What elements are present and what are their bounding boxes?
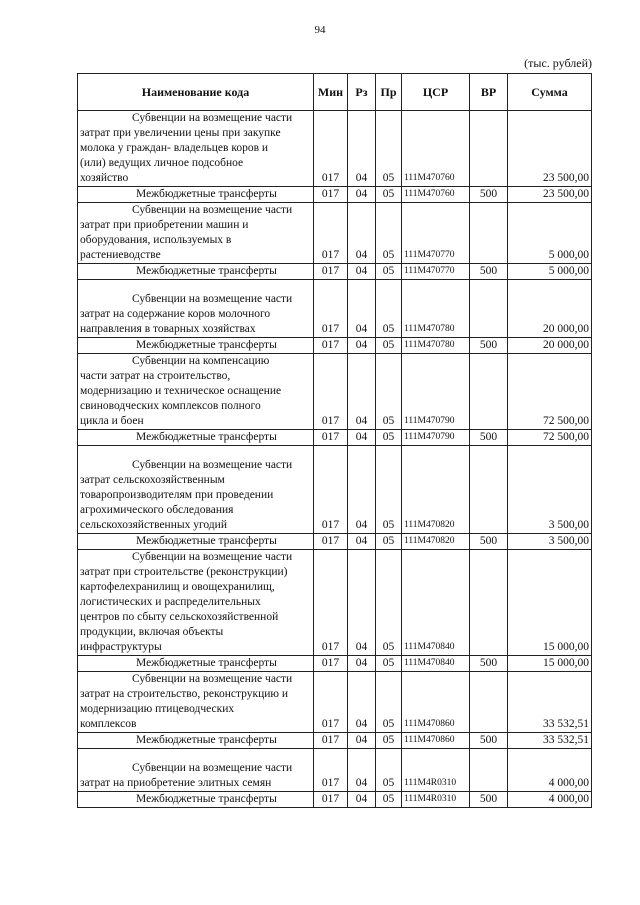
table-row-subvention [78,446,592,534]
cell-vr: 500 [470,733,508,749]
cell-rz: 04 [348,264,376,280]
header-sum: Сумма [508,74,592,111]
cell-rz: 04 [348,792,376,808]
cell-min: 017 [314,749,348,792]
cell-vr [470,446,508,534]
name-line: модернизацию и техническое оснащение [80,385,282,397]
name-line: Субвенции на возмещение части [132,459,293,471]
cell-rz: 04 [348,354,376,430]
cell-pr: 05 [376,264,402,280]
name-line: затрат сельскохозяйственным [80,474,225,486]
name-line: Межбюджетные трансферты [136,188,277,200]
cell-pr: 05 [376,280,402,338]
cell-min: 017 [314,430,348,446]
name-line: (или) ведущих личное подсобное [80,157,244,169]
header-pr: Пр [376,74,402,111]
table-row-transfer [78,534,592,550]
name-line: растениеводстве [80,249,161,261]
cell-sum: 20 000,00 [508,338,592,354]
cell-sum: 4 000,00 [508,792,592,808]
name-line: Межбюджетные трансферты [136,431,277,443]
name-line: агрохимического обследования [80,504,234,516]
cell-vr [470,550,508,656]
cell-sum: 72 500,00 [508,354,592,430]
units-label: (тыс. рублей) [524,56,592,70]
table-row-subvention [78,280,592,338]
cell-min: 017 [314,354,348,430]
cell-min: 017 [314,280,348,338]
cell-pr: 05 [376,338,402,354]
cell-sum: 23 500,00 [508,187,592,203]
cell-pr: 05 [376,111,402,187]
cell-min: 017 [314,534,348,550]
cell-pr: 05 [376,203,402,264]
cell-min: 017 [314,446,348,534]
cell-pr: 05 [376,672,402,733]
name-line: хозяйство [80,172,129,184]
cell-name [78,264,314,280]
name-line: Субвенции на компенсацию [132,355,270,367]
name-line: свиноводческих комплексов полного [80,400,261,412]
cell-sum: 20 000,00 [508,280,592,338]
name-line: Субвенции на возмещение части [132,673,293,685]
cell-name [78,792,314,808]
name-line: направления в товарных хозяйствах [80,323,256,335]
name-line: продукции, включая объекты [80,626,224,638]
name-line: Межбюджетные трансферты [136,339,277,351]
name-line: Межбюджетные трансферты [136,535,277,547]
cell-name [78,354,314,430]
header-name: Наименование кода [78,74,314,111]
cell-min: 017 [314,672,348,733]
cell-pr: 05 [376,446,402,534]
table-row-subvention [78,749,592,792]
cell-vr: 500 [470,656,508,672]
cell-min: 017 [314,792,348,808]
cell-name [78,446,314,534]
cell-csr: 111М470760 [402,111,470,187]
cell-pr: 05 [376,749,402,792]
name-line: Субвенции на возмещение части [132,204,293,216]
cell-rz: 04 [348,550,376,656]
table-row-subvention [78,354,592,430]
cell-vr: 500 [470,187,508,203]
name-line: Субвенции на возмещение части [132,762,293,774]
name-line: сельскохозяйственных угодий [80,519,227,531]
name-line: Межбюджетные трансферты [136,734,277,746]
name-line: части затрат на строительство, [80,370,231,382]
cell-csr: 111М470860 [402,672,470,733]
cell-pr: 05 [376,550,402,656]
table-row-transfer [78,656,592,672]
name-line: центров по сбыту сельскохозяйственной [80,611,279,623]
cell-name [78,534,314,550]
cell-csr: 111М470760 [402,187,470,203]
cell-vr: 500 [470,534,508,550]
header-row [78,74,592,111]
cell-vr [470,672,508,733]
table-row-transfer [78,733,592,749]
cell-name [78,656,314,672]
table-row-subvention [78,203,592,264]
cell-rz: 04 [348,280,376,338]
cell-csr: 111М470840 [402,656,470,672]
cell-name [78,111,314,187]
cell-pr: 05 [376,733,402,749]
name-line: затрат при увеличении цены при закупке [80,127,281,139]
cell-sum: 33 532,51 [508,733,592,749]
cell-rz: 04 [348,656,376,672]
cell-min: 017 [314,203,348,264]
cell-pr: 05 [376,792,402,808]
cell-vr: 500 [470,430,508,446]
table-row-subvention [78,672,592,733]
cell-name [78,749,314,792]
cell-name [78,187,314,203]
table-row-transfer [78,264,592,280]
cell-name [78,338,314,354]
name-line: затрат на приобретение элитных семян [80,777,272,789]
name-line: оборудования, используемых в [80,234,232,246]
cell-rz: 04 [348,111,376,187]
cell-rz: 04 [348,430,376,446]
cell-rz: 04 [348,187,376,203]
table-row-transfer [78,187,592,203]
cell-vr: 500 [470,792,508,808]
cell-rz: 04 [348,203,376,264]
cell-min: 017 [314,338,348,354]
cell-sum: 33 532,51 [508,672,592,733]
cell-rz: 04 [348,672,376,733]
name-line: затрат на содержание коров молочного [80,308,271,320]
cell-csr: 111М470820 [402,534,470,550]
cell-csr: 111М470840 [402,550,470,656]
cell-sum: 23 500,00 [508,111,592,187]
cell-name [78,430,314,446]
name-line: Межбюджетные трансферты [136,793,277,805]
cell-sum: 15 000,00 [508,550,592,656]
cell-pr: 05 [376,534,402,550]
header-min: Мин [314,74,348,111]
cell-min: 017 [314,733,348,749]
table-row-transfer [78,430,592,446]
cell-pr: 05 [376,187,402,203]
cell-pr: 05 [376,354,402,430]
table-row-subvention [78,111,592,187]
cell-vr [470,354,508,430]
cell-min: 017 [314,550,348,656]
cell-sum: 72 500,00 [508,430,592,446]
name-line: цикла и боен [80,415,144,427]
cell-min: 017 [314,656,348,672]
cell-vr [470,749,508,792]
name-line: комплексов [80,718,137,730]
header-vr: ВР [470,74,508,111]
cell-vr [470,111,508,187]
cell-name [78,280,314,338]
cell-name [78,672,314,733]
name-line: Межбюджетные трансферты [136,265,277,277]
cell-pr: 05 [376,656,402,672]
cell-rz: 04 [348,446,376,534]
cell-vr [470,280,508,338]
table-row-subvention [78,550,592,656]
cell-csr: 111М470780 [402,338,470,354]
header-rz: Рз [348,74,376,111]
table-row-transfer [78,792,592,808]
page-number: 94 [314,24,326,36]
cell-csr: 111М470770 [402,203,470,264]
cell-sum: 3 500,00 [508,446,592,534]
name-line: логистических и распределительных [80,596,261,608]
cell-rz: 04 [348,338,376,354]
cell-csr: 111М470820 [402,446,470,534]
name-line: Субвенции на возмещение части [132,551,293,563]
cell-sum: 5 000,00 [508,203,592,264]
cell-csr: 111М470790 [402,430,470,446]
cell-rz: 04 [348,534,376,550]
name-line: затрат при строительстве (реконструкции) [80,566,288,578]
cell-sum: 4 000,00 [508,749,592,792]
cell-vr [470,203,508,264]
name-line: затрат при приобретении машин и [80,219,249,231]
cell-rz: 04 [348,733,376,749]
cell-csr: 111М470780 [402,280,470,338]
header-csr: ЦСР [402,74,470,111]
cell-vr: 500 [470,338,508,354]
cell-name [78,733,314,749]
cell-sum: 5 000,00 [508,264,592,280]
name-line: модернизацию птицеводческих [80,703,235,715]
cell-vr: 500 [470,264,508,280]
name-line: инфраструктуры [80,641,162,653]
cell-min: 017 [314,187,348,203]
budget-table [77,73,592,808]
cell-rz: 04 [348,749,376,792]
cell-csr: 111М4R0310 [402,792,470,808]
name-line: товаропроизводителям при проведении [80,489,274,501]
cell-min: 017 [314,264,348,280]
cell-sum: 3 500,00 [508,534,592,550]
name-line: молока у граждан- владельцев коров и [80,142,269,154]
cell-csr: 111М4R0310 [402,749,470,792]
name-line: картофелехранилищ и овощехранилищ, [80,581,275,593]
cell-name [78,550,314,656]
name-line: Субвенции на возмещение части [132,293,293,305]
cell-csr: 111М470790 [402,354,470,430]
name-line: Межбюджетные трансферты [136,657,277,669]
cell-pr: 05 [376,430,402,446]
cell-min: 017 [314,111,348,187]
cell-name [78,203,314,264]
cell-csr: 111М470770 [402,264,470,280]
cell-csr: 111М470860 [402,733,470,749]
name-line: Субвенции на возмещение части [132,112,293,124]
cell-sum: 15 000,00 [508,656,592,672]
name-line: затрат на строительство, реконструкцию и [80,688,289,700]
table-row-transfer [78,338,592,354]
